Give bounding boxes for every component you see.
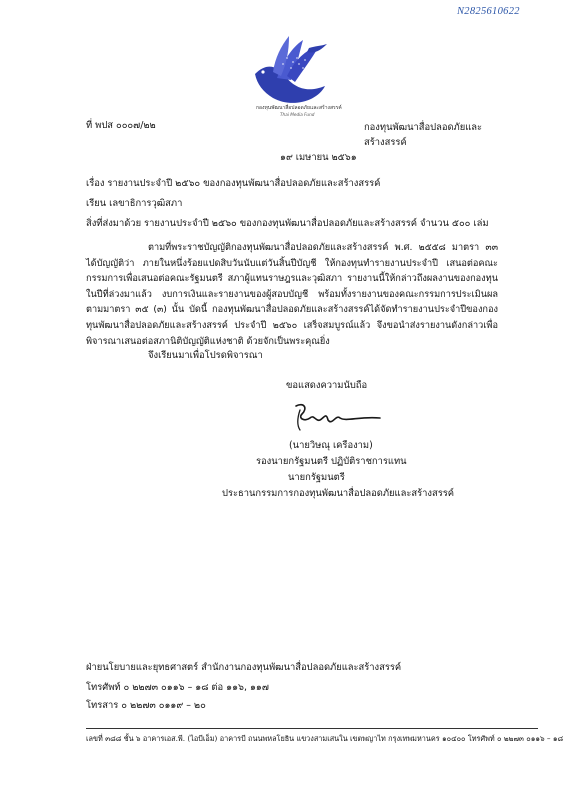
recipient-line: เรียน เลขาธิการวุฒิสภา: [86, 198, 183, 209]
signer-name: (นายวิษณุ เครืองาม): [289, 440, 373, 451]
letter-date: ๑๙ เมษายน ๒๕๖๑: [280, 152, 357, 163]
logo-english-name: Thai Media Fund: [280, 112, 315, 117]
logo-thai-name: กองทุนพัฒนาสื่อปลอดภัยและสร้างสรรค์: [256, 105, 342, 111]
letter-body: ตามที่พระราชบัญญัติกองทุนพัฒนาสื่อปลอดภัยและสร้างสรรค์ พ.ศ. ๒๕๕๘ มาตรา ๓๓ ได้บัญญัติว่า ภายในหนึ่งร้อยแปดสิบวันนับแต่วันสิ้นปีบัญชี ให้กองทุนทำรายงานประจำปี เสนอต่อคณะกรรมการเพื่อเสนอต่อคณะรัฐมนตรี สภาผู้แทนราษฎรและวุฒิสภา รายงานนี้ให้กล่าวถึงผลงานของกองทุนในปีที่ล่วงมาแล้ว งบการเงินและรายงานของผู้สอบบัญชี พร้อมทั้งรายงานของคณะกรรมการประเมินผลตามมาตรา ๓๕ (๓) นั้น บัดนี้ กองทุนพัฒนาสื่อปลอดภัยและสร้างสรรค์ได้จัดทำรายงานประจำปีของกองทุนพัฒนาสื่อปลอดภัยและสร้างสรรค์ ประจำปี ๒๕๖๐ เสร็จสมบูรณ์แล้ว จึงขอนำส่งรายงานดังกล่าวเพื่อพิจารณาเสนอต่อสภานิติบัญญัติแห่งชาติ ด้วยจักเป็นพระคุณยิ่ง: [86, 242, 498, 347]
footer-divider: [86, 728, 538, 729]
footer-address: เลขที่ ๓๘๘ ชั้น ๖ อาคารเอส.พี. (ไอบีเอ็ม) อาคารบี ถนนพหลโยธิน แขวงสามเสนใน เขตพญาไท กรุงเทพมหานคร ๑๐๔๐๐ โทรศัพท์ ๐ ๒๒๗๓ ๐๑๑๖ – ๑๘: [86, 734, 563, 743]
contact-fax: โทรสาร ๐ ๒๒๗๓ ๐๑๑๙ – ๒๐: [86, 700, 206, 711]
regards-line: ขอแสดงความนับถือ: [286, 380, 368, 391]
signer-title-1: รองนายกรัฐมนตรี ปฏิบัติราชการแทน: [256, 456, 407, 467]
handwritten-tracking-number: N2825610622: [457, 6, 520, 17]
contact-telephone: โทรศัพท์ ๐ ๒๒๗๓ ๐๑๑๖ – ๑๘ ต่อ ๑๑๖, ๑๑๗: [86, 682, 269, 693]
thai-media-fund-logo: [247, 32, 333, 112]
sender-organization: กองทุนพัฒนาสื่อปลอดภัยและสร้างสรรค์: [364, 122, 483, 148]
reference-number: ที่ พปส ๐๐๐๗/๒๒: [86, 120, 156, 131]
handwritten-signature: [290, 398, 384, 434]
signer-title-2: นายกรัฐมนตรี: [288, 472, 345, 483]
subject-line: เรื่อง รายงานประจำปี ๒๕๖๐ ของกองทุนพัฒนาสื่อปลอดภัยและสร้างสรรค์: [86, 178, 381, 189]
contact-department: ฝ่ายนโยบายและยุทธศาสตร์ สำนักงานกองทุนพัฒนาสื่อปลอดภัยและสร้างสรรค์: [86, 662, 402, 673]
closing-line: จึงเรียนมาเพื่อโปรดพิจารณา: [148, 350, 263, 361]
enclosure-line: สิ่งที่ส่งมาด้วย รายงานประจำปี ๒๕๖๐ ของกองทุนพัฒนาสื่อปลอดภัยและสร้างสรรค์ จำนวน ๕๐๐ เล่ม: [86, 218, 489, 229]
signer-title-3: ประธานกรรมการกองทุนพัฒนาสื่อปลอดภัยและสร้างสรรค์: [222, 488, 455, 499]
